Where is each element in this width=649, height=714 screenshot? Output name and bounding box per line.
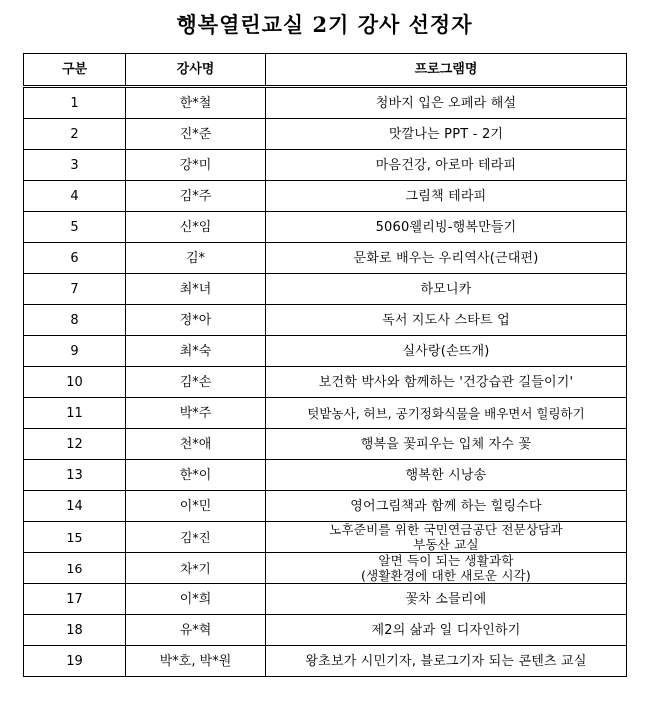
row-number: 11 [24,398,126,429]
row-instructor: 정*아 [126,305,266,336]
table-row [24,522,627,553]
header-program: 프로그램명 [266,54,627,87]
row-program: 독서 지도사 스타트 업 [266,305,627,336]
row-instructor: 최*숙 [126,336,266,367]
table-row [24,646,627,677]
row-program: 행복을 꽃피우는 입체 자수 꽃 [266,429,627,460]
row-program: 왕초보가 시민기자, 블로그기자 되는 콘텐츠 교실 [266,646,627,677]
row-instructor: 한*철 [126,87,266,119]
row-instructor: 천*애 [126,429,266,460]
table-row [24,553,627,584]
row-number: 15 [24,522,126,553]
table-row [24,584,627,615]
row-number: 6 [24,243,126,274]
row-instructor: 최*녀 [126,274,266,305]
header-category: 구분 [24,54,126,87]
row-program-line1: 노후준비를 위한 국민연금공단 전문상담과 [329,522,563,537]
row-program: 청바지 입은 오페라 해설 [266,87,627,119]
row-number: 2 [24,119,126,150]
row-program: 행복한 시낭송 [266,460,627,491]
row-instructor: 유*혁 [126,615,266,646]
table-row [24,212,627,243]
table-row [24,119,627,150]
row-program: 실사랑(손뜨개) [266,336,627,367]
row-program [266,553,627,584]
row-instructor: 진*준 [126,119,266,150]
row-number: 14 [24,491,126,522]
table-row [24,615,627,646]
row-program: 5060웰리빙-행복만들기 [266,212,627,243]
row-number: 10 [24,367,126,398]
row-instructor: 이*희 [126,584,266,615]
page-title: 행복열린교실 2기 강사 선정자 [176,12,473,37]
row-program: 그림책 테라피 [266,181,627,212]
row-instructor: 강*미 [126,150,266,181]
row-instructor: 차*기 [126,553,266,584]
row-number: 12 [24,429,126,460]
row-program: 제2의 삶과 일 디자인하기 [266,615,627,646]
table-body [24,87,627,677]
row-program: 마음건강, 아로마 테라피 [266,150,627,181]
row-program: 보건학 박사와 함께하는 '건강습관 길들이기' [266,367,627,398]
row-number: 8 [24,305,126,336]
row-program-line1: 알면 득이 되는 생활과학 [378,553,514,568]
table-header [24,54,627,87]
table-row [24,181,627,212]
row-number: 4 [24,181,126,212]
table-row [24,336,627,367]
row-program [266,522,627,553]
row-number: 5 [24,212,126,243]
table-row [24,491,627,522]
row-program-line2: 부동산 교실 [413,537,479,552]
row-instructor: 박*주 [126,398,266,429]
row-number: 9 [24,336,126,367]
table-row [24,274,627,305]
row-program: 맛깔나는 PPT - 2기 [266,119,627,150]
row-instructor: 김*손 [126,367,266,398]
row-number: 16 [24,553,126,584]
row-number: 18 [24,615,126,646]
row-program: 텃밭농사, 허브, 공기정화식물을 배우면서 힐링하기 [266,398,627,429]
table-row [24,367,627,398]
row-number: 13 [24,460,126,491]
row-program: 문화로 배우는 우리역사(근대편) [266,243,627,274]
row-program: 영어그림책과 함께 하는 힐링수다 [266,491,627,522]
row-number: 19 [24,646,126,677]
header-row [24,54,627,87]
row-number: 17 [24,584,126,615]
row-program: 하모니카 [266,274,627,305]
row-program: 꽃차 소믈리에 [266,584,627,615]
row-instructor: 신*임 [126,212,266,243]
row-number: 1 [24,87,126,119]
row-number: 3 [24,150,126,181]
row-number: 7 [24,274,126,305]
table-row [24,398,627,429]
table-row [24,243,627,274]
row-instructor: 이*민 [126,491,266,522]
row-instructor: 김*진 [126,522,266,553]
row-instructor: 한*이 [126,460,266,491]
table-row [24,87,627,119]
table-row [24,305,627,336]
instructor-table [23,53,627,677]
row-program-line2: (생활환경에 대한 새로운 시각) [361,568,531,583]
table-row [24,150,627,181]
row-instructor: 김* [126,243,266,274]
table-row [24,429,627,460]
header-instructor: 강사명 [126,54,266,87]
table-row [24,460,627,491]
row-instructor: 박*호, 박*원 [126,646,266,677]
row-instructor: 김*주 [126,181,266,212]
